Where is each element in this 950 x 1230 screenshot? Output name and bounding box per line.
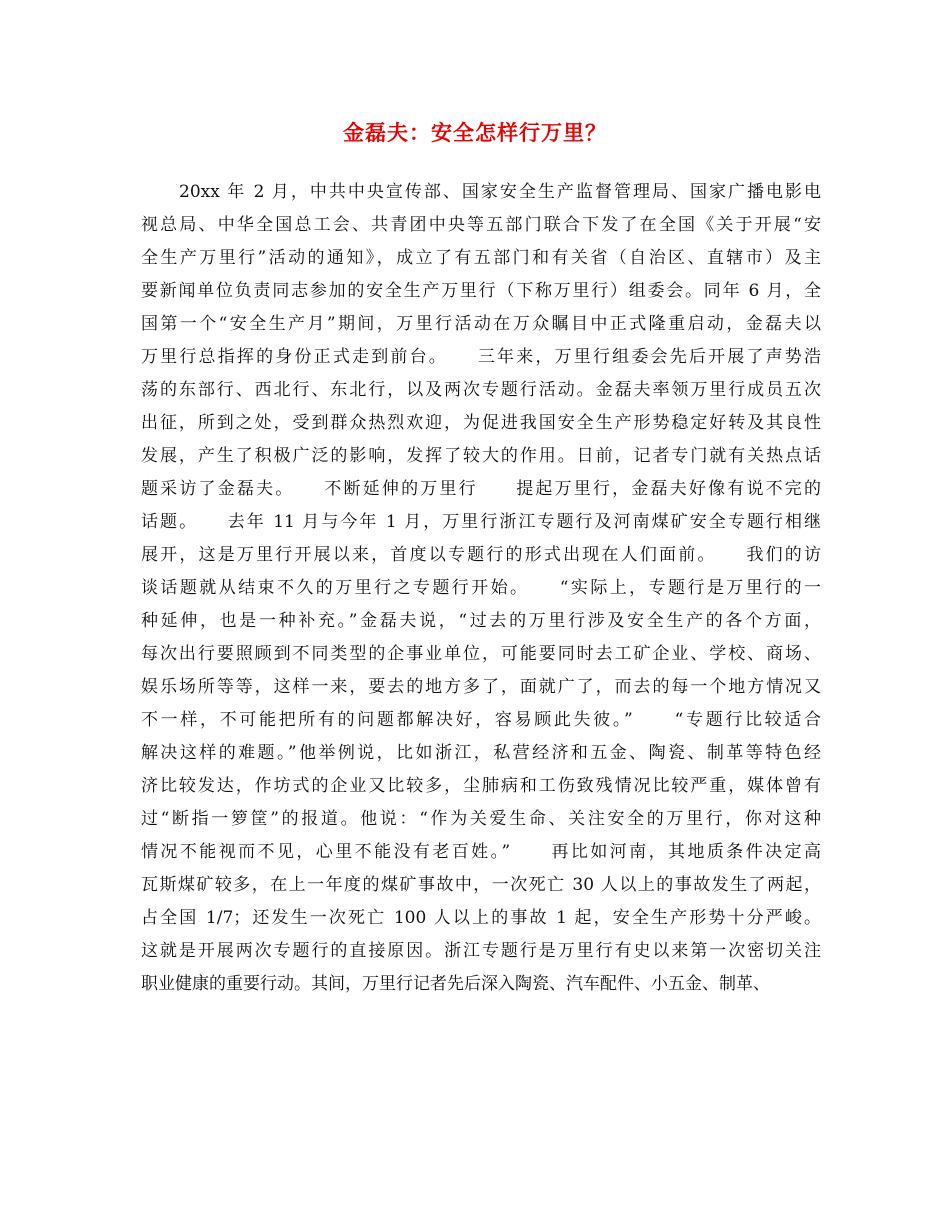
body-line: 娱乐场所等等，这样一来，要去的地方多了，面就广了，而去的每一个地方情况又	[141, 677, 821, 697]
body-line: 种延伸，也是一种补充。”金磊夫说，“过去的万里行涉及安全生产的各个方面，	[141, 611, 821, 631]
body-line: 这就是开展两次专题行的直接原因。浙江专题行是万里行有史以来第一次密切关注	[141, 941, 821, 961]
body-line: 视总局、中华全国总工会、共青团中央等五部门联合下发了在全国《关于开展“安	[141, 215, 821, 235]
body-line: 题采访了金磊夫。 不断延伸的万里行 提起万里行，金磊夫好像有说不完的	[141, 479, 821, 499]
body-line: 谈话题就从结束不久的万里行之专题行开始。 “实际上，专题行是万里行的一	[141, 578, 821, 598]
body-line: 济比较发达，作坊式的企业又比较多，尘肺病和工伤致残情况比较严重，媒体曾有	[141, 776, 821, 796]
body-line: 20xx 年 2 月，中共中央宣传部、国家安全生产监督管理局、国家广播电影电	[141, 182, 821, 202]
body-line: 要新闻单位负责同志参加的安全生产万里行（下称万里行）组委会。同年 6 月，全	[141, 281, 821, 301]
body-line: 解决这样的难题。”他举例说，比如浙江，私营经济和五金、陶瓷、制革等特色经	[141, 743, 821, 763]
body-line: 万里行总指挥的身份正式走到前台。 三年来，万里行组委会先后开展了声势浩	[141, 347, 821, 367]
body-line: 荡的东部行、西北行、东北行，以及两次专题行活动。金磊夫率领万里行成员五次	[141, 380, 821, 400]
document-title: 金磊夫：安全怎样行万里？	[343, 120, 607, 145]
body-line: 每次出行要照顾到不同类型的企事业单位，可能要同时去工矿企业、学校、商场、	[141, 644, 821, 664]
body-line: 国第一个“安全生产月”期间，万里行活动在万众瞩目中正式隆重启动，金磊夫以	[141, 314, 821, 334]
body-line: 职业健康的重要行动。其间，万里行记者先后深入陶瓷、汽车配件、小五金、制革、	[141, 974, 770, 994]
body-line: 出征，所到之处，受到群众热烈欢迎，为促进我国安全生产形势稳定好转及其良性	[141, 413, 821, 433]
body-line: 展开，这是万里行开展以来，首度以专题行的形式出现在人们面前。 我们的访	[141, 545, 821, 565]
body-line: 全生产万里行”活动的通知》，成立了有五部门和有关省（自治区、直辖市）及主	[141, 248, 821, 268]
body-line: 过“断指一箩筐”的报道。他说：“作为关爱生命、关注安全的万里行，你对这种	[141, 809, 821, 829]
article-body	[141, 176, 821, 1001]
body-line: 情况不能视而不见，心里不能没有老百姓。” 再比如河南，其地质条件决定高	[141, 842, 821, 862]
body-line: 不一样，不可能把所有的问题都解决好，容易顾此失彼。” “专题行比较适合	[141, 710, 821, 730]
body-line: 发展，产生了积极广泛的影响，发挥了较大的作用。日前，记者专门就有关热点话	[141, 446, 821, 466]
body-line: 瓦斯煤矿较多，在上一年度的煤矿事故中，一次死亡 30 人以上的事故发生了两起，	[141, 875, 821, 895]
body-line: 话题。 去年 11 月与今年 1 月，万里行浙江专题行及河南煤矿安全专题行相继	[141, 512, 821, 532]
body-line: 占全国 1/7；还发生一次死亡 100 人以上的事故 1 起，安全生产形势十分严峻。	[141, 908, 821, 928]
